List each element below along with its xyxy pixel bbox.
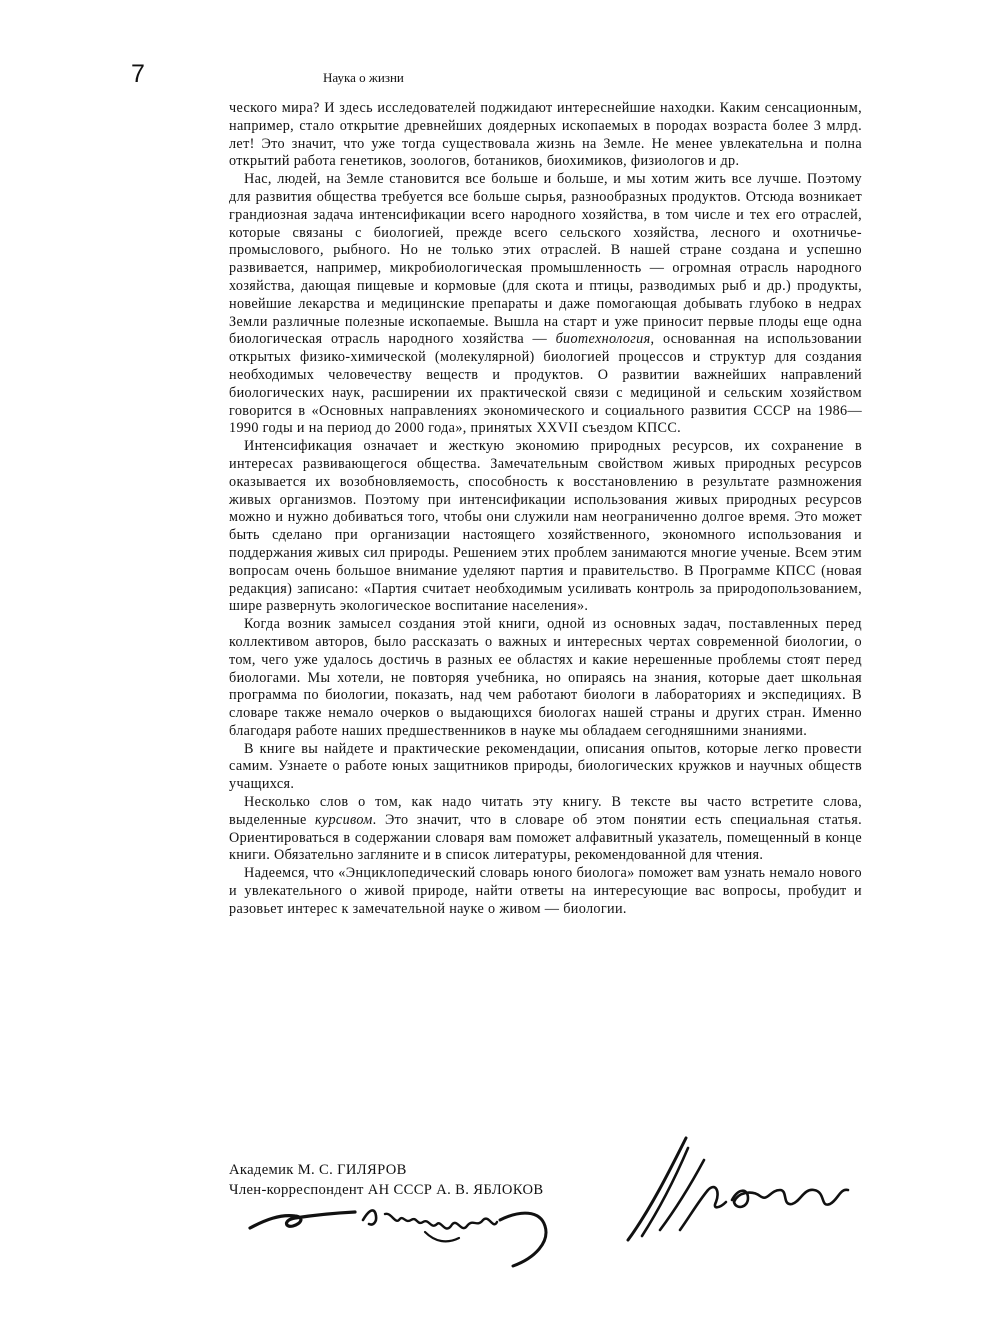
paragraph-6-end: . Это значит, что в словаре об этом понятии есть специальная статья. Ориентироваться в содержании словаря вам поможет алфавитный указатель, помещенный в конце книги. Обязательно загляните и в список литературы, рекомендованной для чтения.: [229, 811, 862, 864]
page-number: 7: [131, 60, 145, 88]
author-line-gilyarov: Академик М. С. ГИЛЯРОВ: [229, 1162, 407, 1178]
emphasis-biotechnology: биотехнология: [555, 331, 651, 348]
body-text: [229, 100, 862, 919]
running-header: Наука о жизни: [323, 70, 404, 85]
signature-yablokov-image: [620, 1130, 880, 1250]
paragraph-2-end: , основанная на использовании открытых физико-химической (молекулярной) биологией процессов и структур для создания необходимых человечеству веществ и продуктов. О развитии важнейших направлений биологических наук, расширении их практической связи с медициной и сельским хозяйством говорится в «Основных направлениях экономического и социального развития СССР на 1986—1990 годы и на период до 2000 года», принятых XXVII съездом КПСС.: [229, 331, 862, 437]
paragraph-2: [229, 171, 862, 438]
paragraph-4: Когда возник замысел создания этой книги, одной из основных задач, поставленных перед коллективом авторов, было рассказать о важных и интересных чертах современной биологии, о том, чего уже удалось достичь в разных ее областях и какие нерешенные проблемы стоят перед биологами. Мы хотели, не повторяя учебника, но опираясь на знания, которые дает школьная программа по биологии, показать, над чем работают биологи в лабораториях и экспедициях. В словаре также немало очерков о выдающихся биологах нашей страны и других стран. Именно благодаря работе наших предшественников в науке мы обладаем сегодняшними знаниями.: [229, 616, 862, 739]
signature-gilyarov-image: [245, 1180, 605, 1280]
paragraph-5: В книге вы найдете и практические рекомендации, описания опытов, которые легко провести самим. Узнаете о работе юных защитников природы, биологических кружков и научных обществ учащихся.: [229, 740, 862, 793]
author-line-yablokov: Член-корреспондент АН СССР А. В. ЯБЛОКОВ: [229, 1182, 544, 1198]
paragraph-6-start: Несколько слов о том, как надо читать эту книгу. В тексте вы часто встретите слова, выделенные: [229, 794, 862, 828]
paragraph-2-start: Нас, людей, на Земле становится все больше и больше, и мы хотим жить все лучше. Поэтому для развития общества требуется все больше сырья, разнообразных продуктов. Отсюда возникает грандиозная задача интенсификации всего народного хозяйства, в том числе и тех его отраслей, которые связаны с биологией, прежде всего сельского хозяйства, лесного и охотничье-промыслового, рыбного. Но не только этих отраслей. В нашей стране создана и успешно развивается, например, микробиологическая промышленность — огромная отрасль народного хозяйства, дающая пищевые и кормовые (для скота и птицы, разводимых рыб и др.) продукты, новейшие лекарства и медицинские препараты и даже помогающая добывать глубоко в недрах Земли различные полезные ископаемые. Вышла на старт и уже приносит первые плоды еще одна биологическая отрасль народного хозяйства —: [229, 171, 862, 348]
paragraph-3: Интенсификация означает и жесткую экономию природных ресурсов, их сохранение в интересах развивающегося общества. Замечательным свойством живых природных ресурсов оказывается их возобновляемость, способность к восстановлению в результате размножения живых организмов. Поэтому при интенсификации использования живых природных ресурсов можно и нужно добиваться того, чтобы они служили нам неограниченно долгое время. Это может быть сделано при организации настоящего хозяйственного, экономного использования и поддержания живых сил природы. Решением этих проблем занимаются многие ученые. Всем этим вопросам очень большое внимание уделяют партия и правительство. В Программе КПСС (новая редакция) записано: «Партия считает необходимым усиливать контроль за природопользованием, шире развернуть экологическое воспитание населения».: [229, 438, 862, 615]
paragraph-7: Надеемся, что «Энциклопедический словарь юного биолога» поможет вам узнать немало нового и увлекательного о живой природе, найти ответы на интересующие вас вопросы, пробудит и разовьет интерес к замечательной науке о живом — биологии.: [229, 865, 862, 917]
paragraph-1: ческого мира? И здесь исследователей поджидают интереснейшие находки. Каким сенсационным, например, стало открытие древнейших доядерных ископаемых в породах возраста более 3 млрд. лет! Это значит, что уже тогда существовала жизнь на Земле. Не менее увлекательна и полна открытий работа генетиков, зоологов, ботаников, биохимиков, физиологов и др.: [229, 100, 862, 170]
paragraph-6: [229, 794, 862, 865]
emphasis-italic-word: курсивом: [315, 811, 373, 828]
